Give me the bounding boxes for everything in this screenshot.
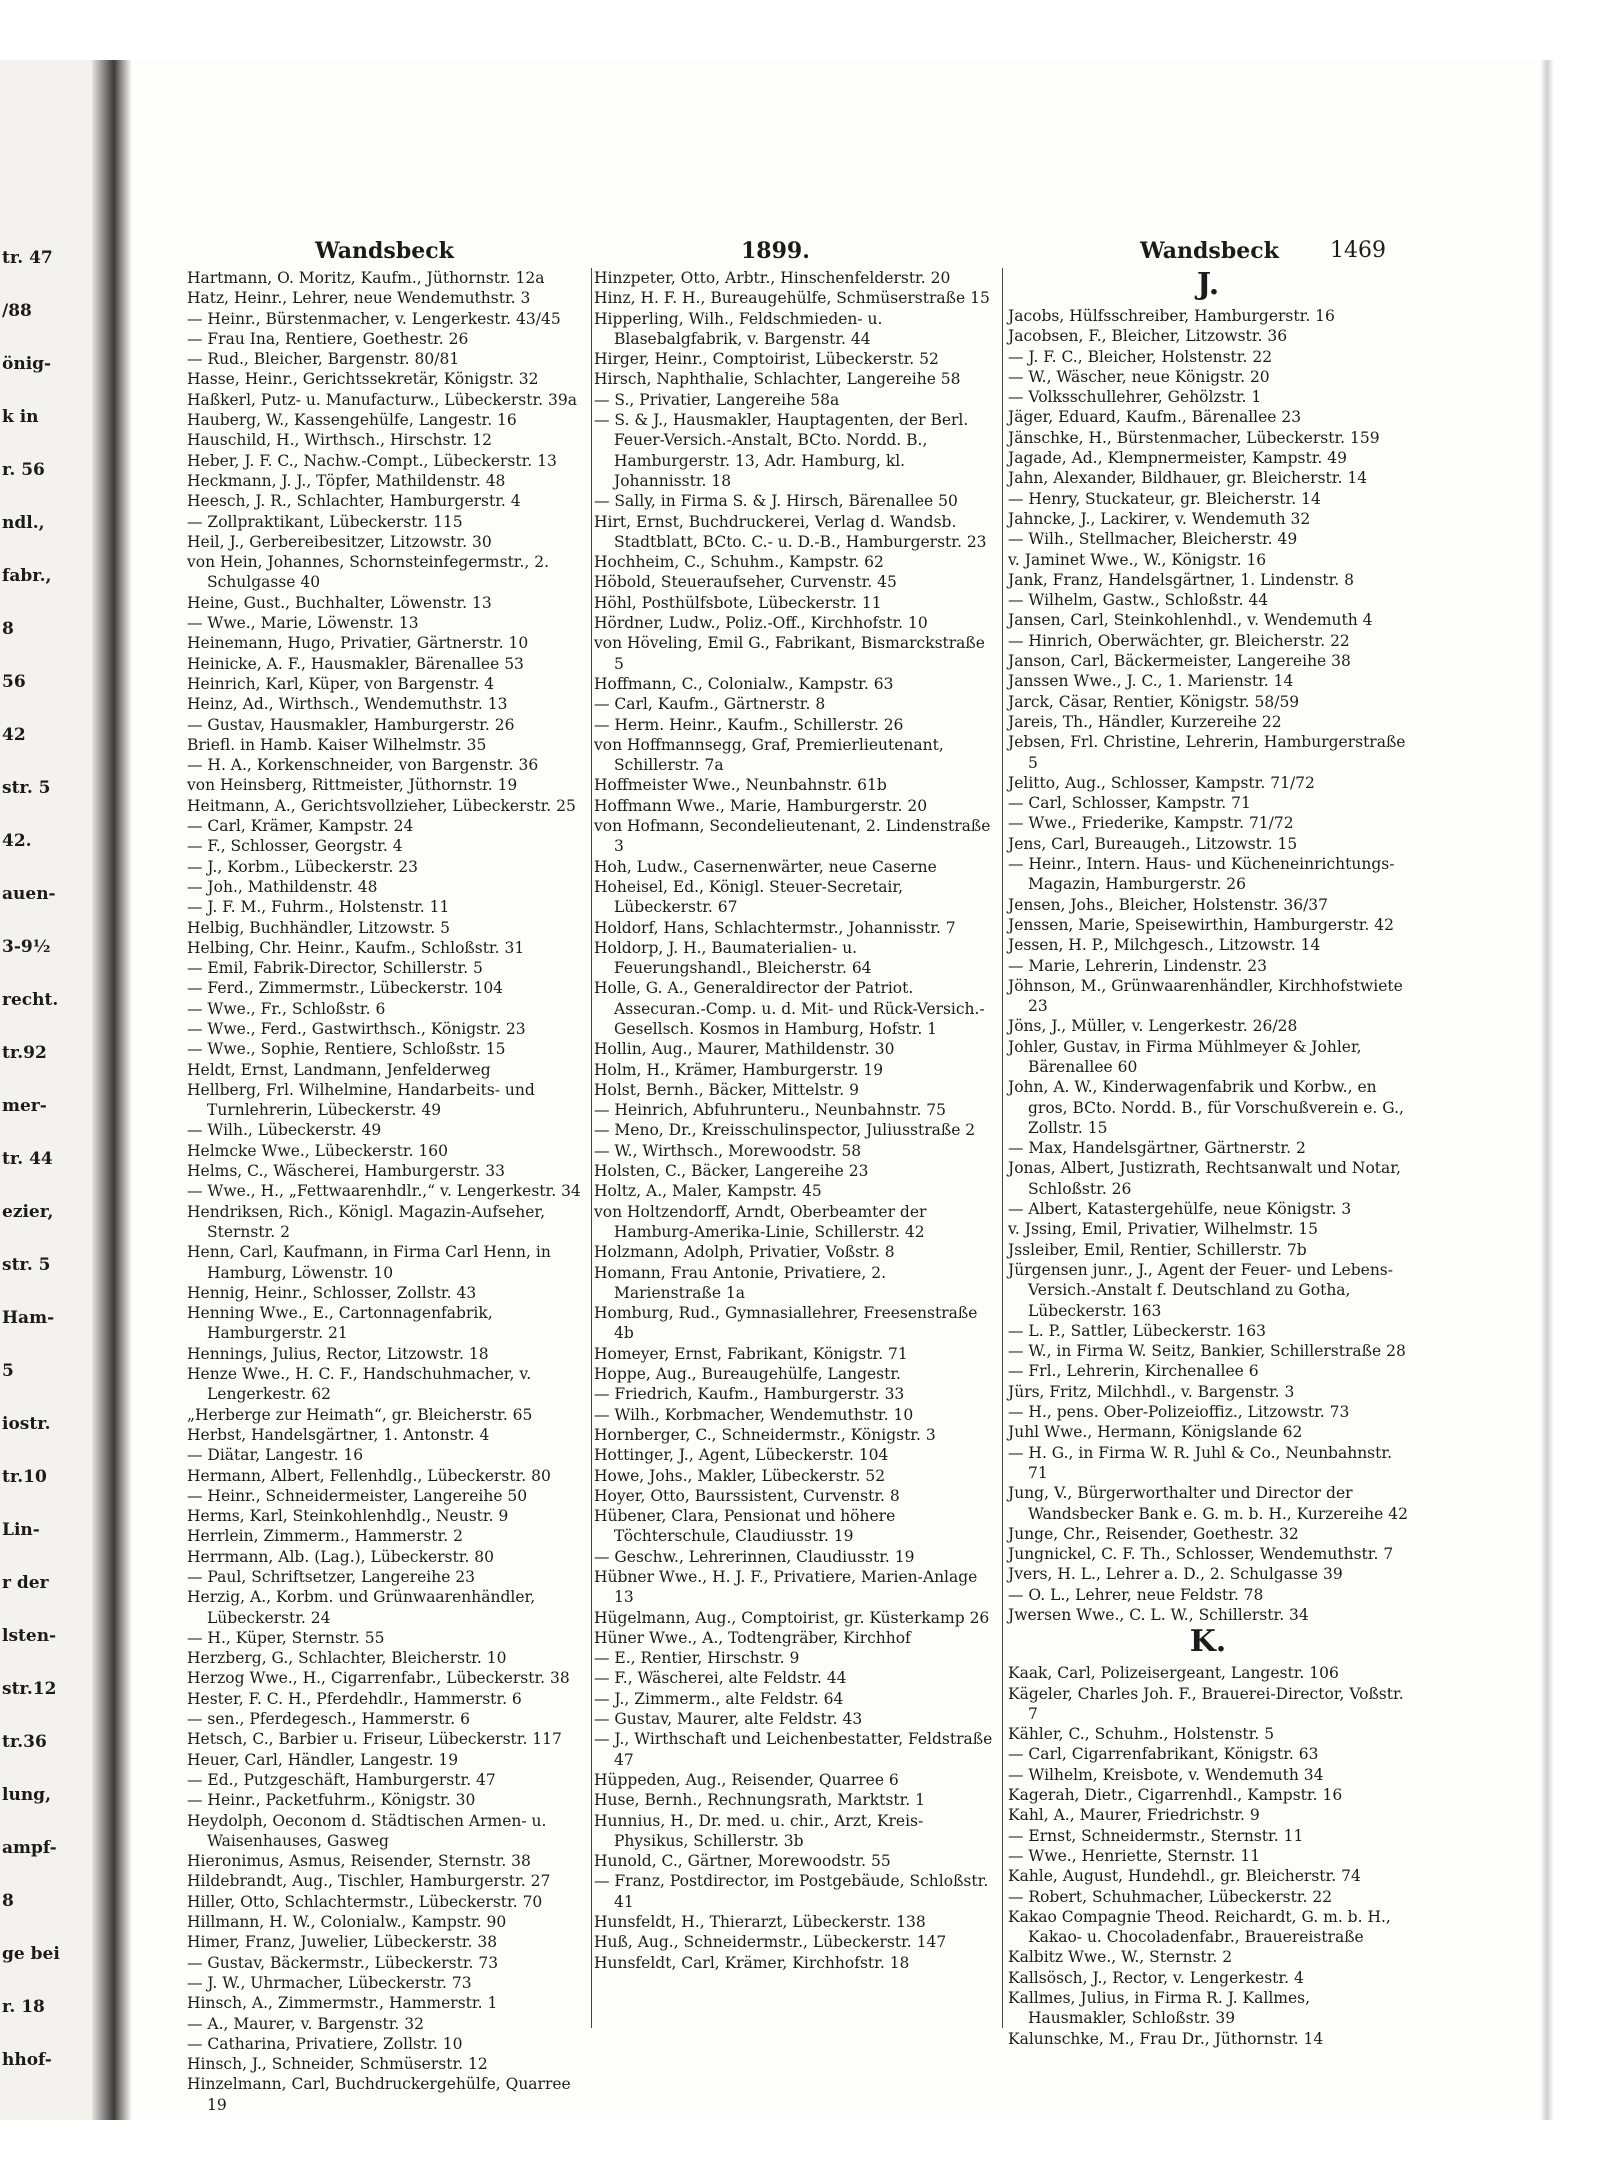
directory-entry: — Ed., Putzgeschäft, Hamburgerstr. 47	[187, 1770, 496, 1789]
directory-entry: Henn, Carl, Kaufmann, in Firma Carl Henn, in Hamburg, Löwenstr. 10	[187, 1243, 551, 1282]
directory-entry: — Heinr., Schneidermeister, Langereihe 50	[187, 1486, 528, 1505]
directory-entry: Janssen Wwe., J. C., 1. Marienstr. 14	[1008, 672, 1294, 691]
directory-entry: Helbing, Chr. Heinr., Kaufm., Schloßstr. 31	[187, 938, 525, 957]
directory-entry: Kalbitz Wwe., W., Sternstr. 2	[1008, 1948, 1233, 1967]
directory-entry: Jacobs, Hülfsschreiber, Hamburgerstr. 16	[1008, 307, 1335, 325]
directory-entry: — Frl., Lehrerin, Kirchenallee 6	[1008, 1362, 1259, 1381]
directory-entry: — Wwe., Henriette, Sternstr. 11	[1008, 1846, 1261, 1865]
directory-entry: Kalunschke, M., Frau Dr., Jüthornstr. 14	[1008, 2029, 1324, 2048]
directory-entry: — L. P., Sattler, Lübeckerstr. 163	[1008, 1321, 1267, 1340]
directory-entry: Hollin, Aug., Maurer, Mathildenstr. 30	[594, 1040, 895, 1059]
directory-entry: von Hein, Johannes, Schornsteinfegermstr., 2. Schulgasse 40	[187, 553, 550, 592]
directory-entry: Holdorp, J. H., Baumaterialien- u. Feuerungshandl., Bleicherstr. 64	[594, 938, 872, 978]
directory-entry: Hinz, H. F. H., Bureaugehülfe, Schmüserstraße 15	[594, 289, 990, 308]
directory-entry: Jäger, Eduard, Kaufm., Bärenallee 23	[1008, 408, 1302, 427]
directory-entry: John, A. W., Kinderwagenfabrik und Korbw., en gros, BCto. Nordd. B., für Vorschußverein e. G., Zollstr. 15	[1008, 1078, 1404, 1137]
directory-entry: Holzmann, Adolph, Privatier, Voßstr. 8	[594, 1243, 895, 1262]
directory-entry: Hermann, Albert, Fellenhdlg., Lübeckerstr. 80	[187, 1466, 551, 1485]
directory-entry: Kaak, Carl, Polizeisergeant, Langestr. 106	[1008, 1664, 1339, 1683]
directory-entry: — A., Maurer, v. Bargenstr. 32	[187, 2014, 424, 2033]
directory-entry: Huse, Bernh., Rechnungsrath, Marktstr. 1	[594, 1791, 925, 1810]
facing-page-fragment: 8	[2, 619, 14, 639]
directory-entry: — Heinrich, Abfuhrunteru., Neunbahnstr. 75	[594, 1101, 947, 1120]
directory-entry: Hügelmann, Aug., Comptoirist, gr. Küsterkamp 26	[594, 1608, 990, 1627]
directory-entry: Jebsen, Frl. Christine, Lehrerin, Hamburgerstraße 5	[1008, 733, 1406, 772]
directory-entry: — Wilh., Korbmacher, Wendemuthstr. 10	[594, 1405, 914, 1424]
facing-page-fragment: ampf-	[2, 1838, 57, 1858]
directory-entry: Hunsfeldt, Carl, Krämer, Kirchhofstr. 18	[594, 1953, 910, 1972]
directory-entry: Hinsch, J., Schneider, Schmüserstr. 12	[187, 2055, 488, 2074]
directory-entry: — Heinr., Bürstenmacher, v. Lengerkestr. 43/45	[187, 309, 561, 328]
directory-entry: Hatz, Heinr., Lehrer, neue Wendemuthstr. 3	[187, 289, 531, 308]
directory-entry: — Wilhelm, Gastw., Schloßstr. 44	[1008, 591, 1269, 610]
section-letter: J.	[1196, 267, 1220, 302]
facing-page-fragment: 42	[2, 725, 26, 745]
directory-entry: Himer, Franz, Juwelier, Lübeckerstr. 38	[187, 1933, 498, 1952]
column-divider	[1002, 268, 1003, 2028]
directory-entry: — E., Rentier, Hirschstr. 9	[594, 1649, 800, 1668]
directory-entry: Hinsch, A., Zimmermstr., Hammerstr. 1	[187, 1994, 498, 2013]
directory-entry: Heber, J. F. C., Nachw.-Compt., Lübeckerstr. 13	[187, 451, 557, 470]
directory-entry: v. Jaminet Wwe., W., Königstr. 16	[1008, 550, 1267, 569]
directory-entry: Johler, Gustav, in Firma Mühlmeyer & Johler, Bärenallee 60	[1008, 1037, 1362, 1076]
directory-entry: Jvers, H. L., Lehrer a. D., 2. Schulgasse 39	[1008, 1565, 1343, 1584]
directory-entry: Hennig, Heinr., Schlosser, Zollstr. 43	[187, 1283, 477, 1302]
directory-entry: Hoffmann Wwe., Marie, Hamburgerstr. 20	[594, 796, 928, 815]
directory-entry: Juhl Wwe., Hermann, Königslande 62	[1008, 1423, 1303, 1442]
directory-entry: Holtz, A., Maler, Kampstr. 45	[594, 1182, 822, 1201]
directory-entry: — Heinr., Packetfuhrm., Königstr. 30	[187, 1791, 476, 1810]
directory-entry: — Sally, in Firma S. & J. Hirsch, Bärenallee 50	[594, 492, 958, 511]
facing-page-fragment: lsten-	[2, 1626, 57, 1646]
directory-entry: Herrlein, Zimmerm., Hammerstr. 2	[187, 1527, 463, 1546]
directory-entry: — J., Korbm., Lübeckerstr. 23	[187, 857, 419, 876]
directory-entry: „Herberge zur Heimath“, gr. Bleicherstr. 65	[187, 1405, 533, 1424]
facing-page-fragment: iostr.	[2, 1414, 51, 1434]
directory-entry: von Hofmann, Secondelieutenant, 2. Lindenstraße 3	[594, 817, 991, 856]
directory-entry: Hendriksen, Rich., Königl. Magazin-Aufseher, Sternstr. 2	[187, 1202, 546, 1241]
directory-entry: — H. G., in Firma W. R. Juhl & Co., Neunbahnstr. 71	[1008, 1443, 1392, 1482]
directory-entry: Heinicke, A. F., Hausmakler, Bärenallee 53	[187, 654, 524, 673]
directory-entry: — Wilhelm, Kreisbote, v. Wendemuth 34	[1008, 1765, 1324, 1784]
directory-entry: — W., in Firma W. Seitz, Bankier, Schillerstraße 28	[1008, 1342, 1406, 1361]
directory-entry: Jahn, Alexander, Bildhauer, gr. Bleicherstr. 14	[1008, 469, 1368, 488]
facing-page-fragment: fabr.,	[2, 566, 52, 586]
directory-entry: — F., Schlosser, Georgstr. 4	[187, 837, 403, 856]
directory-entry: Herrmann, Alb. (Lag.), Lübeckerstr. 80	[187, 1547, 495, 1566]
directory-entry: Hasse, Heinr., Gerichtssekretär, Königstr. 32	[187, 370, 539, 389]
facing-page-fragment: lung,	[2, 1785, 51, 1805]
directory-entry: Hoffmeister Wwe., Neunbahnstr. 61b	[594, 776, 887, 795]
directory-entry: — Wilh., Stellmacher, Bleicherstr. 49	[1008, 530, 1298, 549]
directory-entry: Haßkerl, Putz- u. Manufacturw., Lübeckerstr. 39a	[187, 390, 578, 409]
directory-entry: Jessen, H. P., Milchgesch., Litzowstr. 14	[1008, 936, 1321, 955]
facing-page-fragment: str. 5	[2, 1255, 51, 1275]
directory-entry: Junge, Chr., Reisender, Goethestr. 32	[1008, 1524, 1299, 1543]
directory-entry: — J. W., Uhrmacher, Lübeckerstr. 73	[187, 1973, 472, 1992]
directory-entry: Hildebrandt, Aug., Tischler, Hamburgerstr. 27	[187, 1872, 551, 1891]
directory-entry: Jahncke, J., Lackirer, v. Wendemuth 32	[1008, 509, 1311, 528]
directory-entry: — Ferd., Zimmermstr., Lübeckerstr. 104	[187, 979, 504, 998]
directory-entry: Hoh, Ludw., Casernenwärter, neue Caserne	[594, 857, 937, 876]
directory-entry: — Albert, Katastergehülfe, neue Königstr. 3	[1008, 1200, 1352, 1219]
directory-entry: Hirger, Heinr., Comptoirist, Lübeckerstr. 52	[594, 350, 939, 369]
directory-entry: Heine, Gust., Buchhalter, Löwenstr. 13	[187, 593, 492, 612]
directory-entry: — Zollpraktikant, Lübeckerstr. 115	[187, 512, 463, 531]
directory-entry: Heckmann, J. J., Töpfer, Mathildenstr. 48	[187, 471, 506, 490]
directory-entry: Heinrich, Karl, Küper, von Bargenstr. 4	[187, 674, 495, 693]
directory-entry: Hartmann, O. Moritz, Kaufm., Jüthornstr. 12a	[187, 269, 545, 287]
directory-entry: Jöns, J., Müller, v. Lengerkestr. 26/28	[1008, 1017, 1298, 1036]
directory-entry: Hoffmann, C., Colonialw., Kampstr. 63	[594, 674, 894, 693]
directory-entry: Homburg, Rud., Gymnasiallehrer, Freesenstraße 4b	[594, 1304, 978, 1343]
directory-entry: — Gustav, Maurer, alte Feldstr. 43	[594, 1710, 863, 1729]
directory-entry: Heldt, Ernst, Landmann, Jenfelderweg	[187, 1060, 491, 1079]
directory-entry: — S., Privatier, Langereihe 58a	[594, 390, 840, 409]
facing-page-fragment: tr.92	[2, 1043, 47, 1063]
directory-entry: Hördner, Ludw., Poliz.-Off., Kirchhofstr. 10	[594, 614, 928, 633]
facing-page-fragment: ezier,	[2, 1202, 54, 1222]
directory-entry: von Holtzendorff, Arndt, Oberbeamter der Hamburg-Amerika-Linie, Schillerstr. 42	[594, 1202, 927, 1241]
directory-entry: — W., Wäscher, neue Königstr. 20	[1008, 367, 1270, 386]
directory-entry: Hinzelmann, Carl, Buchdruckergehülfe, Quarree 19	[187, 2075, 571, 2114]
directory-entry: Kakao Compagnie Theod. Reichardt, G. m. b. H., Kakao- u. Chocoladenfabr., Brauereistraße	[1008, 1907, 1391, 1947]
column-1	[187, 268, 587, 2114]
facing-page-fragment: str. 5	[2, 778, 51, 798]
directory-entry: — Wwe., Ferd., Gastwirthsch., Königstr. 23	[187, 1019, 526, 1038]
facing-page-fragment: recht.	[2, 990, 59, 1010]
header-right-place: Wandsbeck	[1140, 238, 1279, 264]
directory-entry: Kallsösch, J., Rector, v. Lengerkestr. 4	[1008, 1968, 1304, 1987]
section-letter: K.	[1189, 1624, 1227, 1660]
directory-entry: Holdorf, Hans, Schlachtermstr., Johannisstr. 7	[594, 918, 956, 937]
column-3	[1008, 268, 1408, 2068]
directory-entry: — J., Wirthschaft und Leichenbestatter, Feldstraße 47	[594, 1730, 993, 1769]
directory-entry: Henning Wwe., E., Cartonnagenfabrik, Hamburgerstr. 21	[187, 1304, 493, 1343]
directory-entry: Jungnickel, C. F. Th., Schlosser, Wendemuthstr. 7	[1008, 1545, 1394, 1564]
directory-entry: Jürs, Fritz, Milchhdl., v. Bargenstr. 3	[1008, 1382, 1295, 1401]
directory-entry: Hieronimus, Asmus, Reisender, Sternstr. 38	[187, 1852, 531, 1871]
facing-page-fragment: str.12	[2, 1679, 57, 1699]
directory-entry: — S. & J., Hausmakler, Hauptagenten, der Berl. Feuer-Versich.-Anstalt, BCto. Nordd. B., Hamburgerstr. 13, Adr. Hamburg, kl. Johannisstr. 18	[594, 411, 969, 490]
directory-entry: — Wwe., Fr., Schloßstr. 6	[187, 999, 386, 1018]
directory-entry: Jonas, Albert, Justizrath, Rechtsanwalt und Notar, Schloßstr. 26	[1008, 1159, 1401, 1198]
directory-entry: von Höveling, Emil G., Fabrikant, Bismarckstraße 5	[594, 634, 985, 673]
facing-page-fragment: /88	[2, 301, 32, 321]
directory-entry: Heydolph, Oeconom d. Städtischen Armen- u. Waisenhauses, Gasweg	[187, 1811, 547, 1850]
header-year: 1899.	[741, 238, 810, 264]
directory-entry: Herzog Wwe., H., Cigarrenfabr., Lübeckerstr. 38	[187, 1669, 570, 1688]
directory-entry: — H. A., Korkenschneider, von Bargenstr. 36	[187, 756, 539, 775]
directory-entry: — Paul, Schriftsetzer, Langereihe 23	[187, 1568, 476, 1586]
directory-entry: Holm, H., Krämer, Hamburgerstr. 19	[594, 1060, 884, 1079]
directory-entry: Jagade, Ad., Klempnermeister, Kampstr. 49	[1008, 449, 1348, 468]
directory-entry: Janson, Carl, Bäckermeister, Langereihe 38	[1008, 652, 1351, 671]
directory-entry: Holst, Bernh., Bäcker, Mittelstr. 9	[594, 1080, 860, 1099]
directory-entry: — Franz, Postdirector, im Postgebäude, Schloßstr. 41	[594, 1872, 989, 1911]
directory-entry: — J., Zimmerm., alte Feldstr. 64	[594, 1689, 844, 1708]
facing-page-fragment: 3-9½	[2, 937, 51, 957]
directory-entry: Hirsch, Naphthalie, Schlachter, Langereihe 58	[594, 370, 961, 389]
directory-entry: Hüner Wwe., A., Todtengräber, Kirchhof	[594, 1628, 911, 1647]
directory-entry: Homann, Frau Antonie, Privatiere, 2. Marienstraße 1a	[594, 1263, 887, 1302]
facing-page-fragment: ndl.,	[2, 513, 45, 533]
facing-page-fragment: 5	[2, 1361, 14, 1381]
directory-entry: — F., Wäscherei, alte Feldstr. 44	[594, 1669, 847, 1688]
directory-entry: — Carl, Schlosser, Kampstr. 71	[1008, 794, 1251, 813]
directory-entry: — sen., Pferdegesch., Hammerstr. 6	[187, 1710, 470, 1729]
directory-entry: Hester, F. C. H., Pferdehdlr., Hammerstr. 6	[187, 1689, 522, 1708]
directory-entry: Hottinger, J., Agent, Lübeckerstr. 104	[594, 1446, 889, 1465]
directory-entry: — Joh., Mathildenstr. 48	[187, 877, 378, 896]
directory-entry: Höhl, Posthülfsbote, Lübeckerstr. 11	[594, 593, 882, 612]
directory-entry: Jssleiber, Emil, Rentier, Schillerstr. 7b	[1008, 1240, 1307, 1259]
directory-entry: Kahle, August, Hundehdl., gr. Bleicherstr. 74	[1008, 1867, 1361, 1886]
directory-entry: — Wwe., Marie, Löwenstr. 13	[187, 614, 419, 633]
directory-entry: — Heinr., Intern. Haus- und Kücheneinrichtungs-Magazin, Hamburgerstr. 26	[1008, 855, 1395, 894]
directory-entry: Kägeler, Charles Joh. F., Brauerei-Director, Voßstr. 7	[1008, 1684, 1404, 1723]
column-divider	[591, 268, 592, 2028]
directory-entry: Homeyer, Ernst, Fabrikant, Königstr. 71	[594, 1344, 908, 1363]
directory-entry: Hoyer, Otto, Baurssistent, Curvenstr. 8	[594, 1486, 900, 1505]
directory-entry: — Geschw., Lehrerinnen, Claudiusstr. 19	[594, 1547, 915, 1566]
directory-entry: — Hinrich, Oberwächter, gr. Bleicherstr. 22	[1008, 631, 1350, 650]
directory-entry: von Hoffmannsegg, Graf, Premierlieutenant, Schillerstr. 7a	[594, 735, 944, 775]
facing-page-fragment: k in	[2, 407, 39, 427]
directory-entry: — Friedrich, Kaufm., Hamburgerstr. 33	[594, 1385, 905, 1404]
directory-entry: — Volksschullehrer, Gehölzstr. 1	[1008, 388, 1262, 407]
facing-page-fragment: 8	[2, 1891, 14, 1911]
facing-page-fragment: mer-	[2, 1096, 47, 1116]
directory-entry: Jelitto, Aug., Schlosser, Kampstr. 71/72	[1008, 773, 1315, 792]
facing-page-fragment: r. 56	[2, 460, 45, 480]
directory-entry: Hornberger, C., Schneidermstr., Königstr. 3	[594, 1425, 936, 1444]
directory-entry: — Gustav, Hausmakler, Hamburgerstr. 26	[187, 715, 515, 734]
directory-entry: — Herm. Heinr., Kaufm., Schillerstr. 26	[594, 715, 904, 734]
directory-entry: Kagerah, Dietr., Cigarrenhdl., Kampstr. 16	[1008, 1786, 1343, 1805]
directory-entry: — Wwe., H., „Fettwaarenhdlr.,“ v. Lengerkestr. 34	[187, 1182, 581, 1201]
directory-entry: Jänschke, H., Bürstenmacher, Lübeckerstr. 159	[1008, 428, 1380, 447]
facing-page-fragment: Ham-	[2, 1308, 55, 1328]
directory-entry: Briefl. in Hamb. Kaiser Wilhelmstr. 35	[187, 735, 487, 754]
facing-page-fragment: tr.10	[2, 1467, 47, 1487]
directory-entry: Jank, Franz, Handelsgärtner, 1. Lindenstr. 8	[1008, 570, 1354, 589]
directory-entry: Hauberg, W., Kassengehülfe, Langestr. 16	[187, 411, 517, 430]
directory-entry: Hirt, Ernst, Buchdruckerei, Verlag d. Wandsb. Stadtblatt, BCto. C.- u. D.-B., Hamburgerstr. 23	[594, 512, 987, 551]
directory-entry: Herms, Karl, Steinkohlenhdlg., Neustr. 9	[187, 1507, 509, 1526]
directory-entry: — Max, Handelsgärtner, Gärtnerstr. 2	[1008, 1139, 1306, 1158]
directory-entry: Hübener, Clara, Pensionat und höhere Töchterschule, Claudiusstr. 19	[594, 1507, 896, 1546]
directory-entry: — J. F. M., Fuhrm., Holstenstr. 11	[187, 898, 450, 917]
directory-entry: Hunsfeldt, H., Thierarzt, Lübeckerstr. 138	[594, 1913, 926, 1932]
directory-entry: Jens, Carl, Bureaugeh., Litzowstr. 15	[1008, 834, 1298, 853]
book-gutter	[92, 60, 132, 2120]
directory-entry: — Diätar, Langestr. 16	[187, 1446, 364, 1465]
directory-entry: v. Jssing, Emil, Privatier, Wilhelmstr. 15	[1008, 1220, 1318, 1239]
directory-entry: Hunnius, H., Dr. med. u. chir., Arzt, Kreis-Physikus, Schillerstr. 3b	[594, 1811, 924, 1850]
directory-entry: — Meno, Dr., Kreisschulinspector, Juliusstraße 2	[594, 1121, 976, 1140]
facing-page-fragment: 42.	[2, 831, 32, 851]
directory-entry: Heuer, Carl, Händler, Langestr. 19	[187, 1750, 459, 1769]
facing-page-fragment: ge bei	[2, 1944, 60, 1964]
facing-page-fragment: r der	[2, 1573, 49, 1593]
directory-entry: — Wwe., Friederike, Kampstr. 71/72	[1008, 814, 1294, 833]
directory-entry: Hoppe, Aug., Bureaugehülfe, Langestr.	[594, 1365, 901, 1384]
directory-entry: Jansen, Carl, Steinkohlenhdl., v. Wendemuth 4	[1008, 611, 1373, 630]
directory-entry: — J. F. C., Bleicher, Holstenstr. 22	[1008, 347, 1273, 366]
directory-entry: Herzberg, G., Schlachter, Bleicherstr. 10	[187, 1649, 507, 1668]
facing-page-fragment: hhof-	[2, 2050, 52, 2070]
directory-entry: — Frau Ina, Rentiere, Goethestr. 26	[187, 329, 469, 348]
directory-entry: Helbig, Buchhändler, Litzowstr. 5	[187, 918, 451, 937]
directory-entry: Hüppeden, Aug., Reisender, Quarree 6	[594, 1770, 899, 1789]
directory-entry: Holsten, C., Bäcker, Langereihe 23	[594, 1162, 869, 1181]
directory-entry: Herzig, A., Korbm. und Grünwaarenhändler, Lübeckerstr. 24	[187, 1588, 536, 1627]
directory-entry: Höbold, Steueraufseher, Curvenstr. 45	[594, 573, 897, 592]
directory-entry: — Wilh., Lübeckerstr. 49	[187, 1121, 382, 1140]
directory-entry: Hiller, Otto, Schlachtermstr., Lübeckerstr. 70	[187, 1892, 543, 1911]
directory-entry: Howe, Johs., Makler, Lübeckerstr. 52	[594, 1466, 886, 1485]
directory-entry: Huß, Aug., Schneidermstr., Lübeckerstr. 147	[594, 1933, 947, 1952]
page-number: 1469	[1330, 238, 1386, 263]
running-header	[185, 238, 1395, 268]
directory-entry: — Gustav, Bäckermstr., Lübeckerstr. 73	[187, 1953, 499, 1972]
directory-entry: Hellberg, Frl. Wilhelmine, Handarbeits- und Turnlehrerin, Lübeckerstr. 49	[187, 1080, 535, 1120]
directory-entry: — Carl, Kaufm., Gärtnerstr. 8	[594, 695, 826, 714]
directory-entry: Helms, C., Wäscherei, Hamburgerstr. 33	[187, 1162, 505, 1181]
directory-entry: Kähler, C., Schuhm., Holstenstr. 5	[1008, 1725, 1275, 1744]
directory-entry: — Henry, Stuckateur, gr. Bleicherstr. 14	[1008, 489, 1321, 508]
directory-entry: Hillmann, H. W., Colonialw., Kampstr. 90	[187, 1913, 507, 1932]
page-edge-shadow	[1540, 60, 1554, 2120]
directory-entry: — Robert, Schuhmacher, Lübeckerstr. 22	[1008, 1887, 1333, 1906]
directory-entry: — Rud., Bleicher, Bargenstr. 80/81	[187, 350, 460, 369]
facing-page-fragment: r. 18	[2, 1997, 45, 2017]
directory-entry: Jürgensen junr., J., Agent der Feuer- und Lebens-Versich.-Anstalt f. Deutschland zu Gotha, Lübeckerstr. 163	[1008, 1260, 1393, 1320]
directory-entry: Holle, G. A., Generaldirector der Patriot. Assecuran.-Comp. u. d. Mit- und Rück-Versich.-Gesellsch. Kosmos in Hamburg, Hofstr. 1	[594, 979, 985, 1038]
directory-entry: Jwersen Wwe., C. L. W., Schillerstr. 34	[1008, 1606, 1309, 1624]
directory-entry: — H., Küper, Sternstr. 55	[187, 1628, 385, 1647]
facing-page-fragment: Lin-	[2, 1520, 40, 1540]
directory-entry: — H., pens. Ober-Polizeioffiz., Litzowstr. 73	[1008, 1403, 1350, 1422]
directory-entry: — Ernst, Schneidermstr., Sternstr. 11	[1008, 1826, 1304, 1845]
directory-entry: Henze Wwe., H. C. F., Handschuhmacher, v. Lengerkestr. 62	[187, 1365, 532, 1404]
directory-entry: — Carl, Krämer, Kampstr. 24	[187, 817, 414, 836]
directory-entry: — Carl, Cigarrenfabrikant, Königstr. 63	[1008, 1745, 1319, 1764]
directory-entry: Heesch, J. R., Schlachter, Hamburgerstr. 4	[187, 492, 521, 511]
directory-entry: Kallmes, Julius, in Firma R. J. Kallmes, Hausmakler, Schloßstr. 39	[1008, 1989, 1311, 2028]
directory-entry: Kahl, A., Maurer, Friedrichstr. 9	[1008, 1806, 1260, 1825]
directory-entry: Jarck, Cäsar, Rentier, Königstr. 58/59	[1008, 692, 1300, 711]
directory-entry: von Heinsberg, Rittmeister, Jüthornstr. 19	[187, 776, 518, 795]
directory-entry: Hochheim, C., Schuhm., Kampstr. 62	[594, 553, 884, 572]
directory-entry: Hoheisel, Ed., Königl. Steuer-Secretair, Lübeckerstr. 67	[594, 877, 904, 917]
directory-entry: Jenssen, Marie, Speisewirthin, Hamburgerstr. 42	[1008, 915, 1394, 934]
directory-entry: Hübner Wwe., H. J. F., Privatiere, Marien-Anlage 13	[594, 1568, 978, 1607]
header-left-place: Wandsbeck	[315, 238, 454, 264]
directory-entry: — Wwe., Sophie, Rentiere, Schloßstr. 15	[187, 1040, 506, 1059]
directory-entry: Heitmann, A., Gerichtsvollzieher, Lübeckerstr. 25	[187, 796, 576, 815]
directory-entry: Heil, J., Gerbereibesitzer, Litzowstr. 30	[187, 532, 492, 551]
directory-entry: — O. L., Lehrer, neue Feldstr. 78	[1008, 1585, 1264, 1604]
directory-entry: Hetsch, C., Barbier u. Friseur, Lübeckerstr. 117	[187, 1730, 562, 1749]
directory-entry: Jensen, Johs., Bleicher, Holstenstr. 36/37	[1008, 895, 1329, 914]
facing-page-fragment: tr. 44	[2, 1149, 53, 1169]
facing-page-fragment: tr.36	[2, 1732, 47, 1752]
column-2	[594, 268, 994, 2068]
directory-entry: — Catharina, Privatiere, Zollstr. 10	[187, 2034, 463, 2053]
directory-entry: Hennings, Julius, Rector, Litzowstr. 18	[187, 1344, 489, 1363]
directory-entry: Jöhnson, M., Grünwaarenhändler, Kirchhofstwiete 23	[1008, 976, 1403, 1016]
directory-entry: Heinz, Ad., Wirthsch., Wendemuthstr. 13	[187, 695, 508, 714]
facing-page-fragment: 56	[2, 672, 26, 692]
directory-entry: Jacobsen, F., Bleicher, Litzowstr. 36	[1008, 327, 1288, 346]
facing-page-fragment: auen-	[2, 884, 56, 904]
directory-entry: Heinemann, Hugo, Privatier, Gärtnerstr. 10	[187, 634, 529, 653]
facing-page-fragment: önig-	[2, 354, 52, 374]
directory-entry: Jung, V., Bürgerworthalter und Director der Wandsbecker Bank e. G. m. b. H., Kurzereihe 42	[1008, 1484, 1408, 1523]
directory-entry: — W., Wirthsch., Morewoodstr. 58	[594, 1141, 862, 1160]
directory-entry: Herbst, Handelsgärtner, 1. Antonstr. 4	[187, 1425, 490, 1444]
directory-entry: Jareis, Th., Händler, Kurzereihe 22	[1008, 712, 1282, 731]
directory-entry: Hauschild, H., Wirthsch., Hirschstr. 12	[187, 431, 492, 450]
directory-entry: — Marie, Lehrerin, Lindenstr. 23	[1008, 956, 1267, 975]
directory-entry: Helmcke Wwe., Lübeckerstr. 160	[187, 1141, 449, 1160]
directory-entry: Hinzpeter, Otto, Arbtr., Hinschenfelderstr. 20	[594, 269, 951, 287]
directory-entry: — Emil, Fabrik-Director, Schillerstr. 5	[187, 959, 483, 978]
facing-page-fragment: tr. 47	[2, 248, 53, 268]
directory-entry: Hunold, C., Gärtner, Morewoodstr. 55	[594, 1852, 891, 1871]
directory-entry: Hipperling, Wilh., Feldschmieden- u. Blasebalgfabrik, v. Bargenstr. 44	[594, 309, 883, 348]
